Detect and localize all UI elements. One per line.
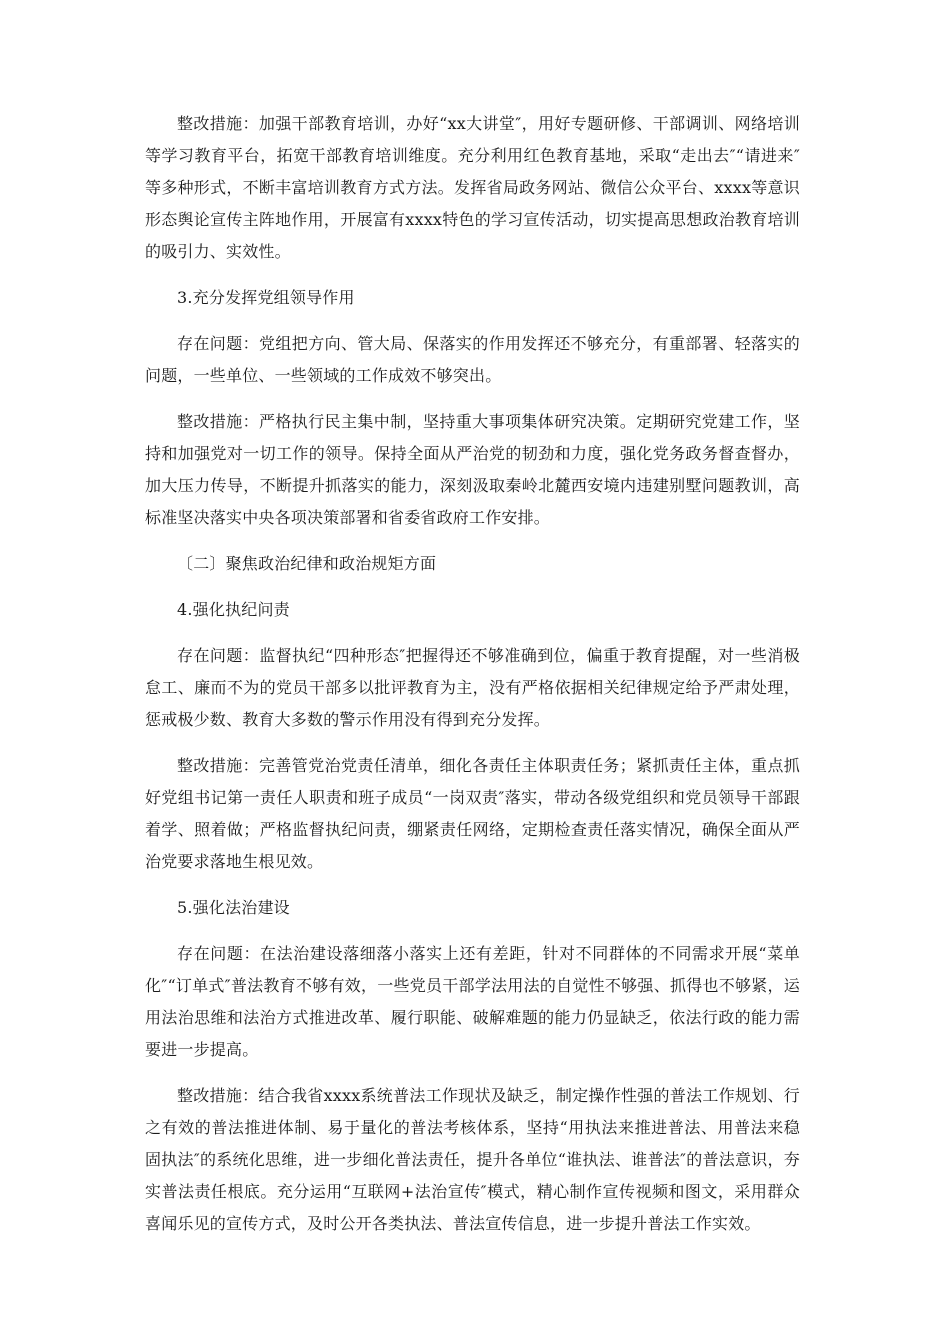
paragraph-measures-leadership: 整改措施：严格执行民主集中制，坚持重大事项集体研究决策。定期研究党建工作，坚持和加强党对一切工作的领导。保持全面从严治党的韧劲和力度，强化党务政务督查督办，加大压力传导，不断提升抓落实的能力，深刻汲取秦岭北麓西安境内违建别墅问题教训，高标准坚决落实中央各项决策部署和省委省政府工作安排。: [145, 412, 800, 527]
paragraph-measures-rule-of-law: 整改措施：结合我省xxxx系统普法工作现状及缺乏，制定操作性强的普法工作规划、行之有效的普法推进体制、易于量化的普法考核体系，坚持“用执法来推进普法、用普法来稳固执法″的系统化思维，进一步细化普法责任，提升各单位“谁执法、谁普法″的普法意识，夯实普法责任根底。充分运用“互联网+法治宣传″模式，精心制作宣传视频和图文，采用群众喜闻乐见的宣传方式，及时公开各类执法、普法宣传信息，进一步提升普法工作实效。: [145, 1086, 800, 1233]
spacer: [145, 924, 800, 938]
heading-discipline-accountability: 4.强化执纪问责: [177, 600, 290, 619]
spacer: [145, 268, 800, 282]
paragraph-measures-discipline: 整改措施：完善管党治党责任清单，细化各责任主体职责任务；紧抓责任主体，重点抓好党组书记第一责任人职责和班子成员“一岗双责″落实，带动各级党组织和党员领导干部跟着学、照着做；严格监督执纪问责，绷紧责任网络，定期检查责任落实情况，确保全面从严治党要求落地生根见效。: [145, 756, 800, 871]
spacer: [145, 580, 800, 594]
spacer: [145, 626, 800, 640]
paragraph-problem-discipline: 存在问题：监督执纪“四种形态″把握得还不够准确到位，偏重于教育提醒，对一些消极怠工、廉而不为的党员干部多以批评教育为主，没有严格依据相关纪律规定给予严肃处理，惩戒极少数、教育大多数的警示作用没有得到充分发挥。: [145, 646, 800, 729]
heading-rule-of-law: 5.强化法治建设: [177, 898, 290, 917]
paragraph-problem-rule-of-law: 存在问题：在法治建设落细落小落实上还有差距，针对不同群体的不同需求开展“菜单化″“订单式″普法教育不够有效，一些党员干部学法用法的自觉性不够强、抓得也不够紧，运用法治思维和法治方式推进改革、履行职能、破解难题的能力仍显缺乏，依法行政的能力需要进一步提高。: [145, 944, 800, 1059]
spacer: [145, 314, 800, 328]
paragraph-problem-leadership: 存在问题：党组把方向、管大局、保落实的作用发挥还不够充分，有重部署、轻落实的问题，一些单位、一些领域的工作成效不够突出。: [145, 334, 800, 385]
spacer: [145, 736, 800, 750]
spacer: [145, 1066, 800, 1080]
heading-political-discipline: 〔二〕聚焦政治纪律和政治规矩方面: [177, 554, 437, 573]
paragraph-measures-training: 整改措施：加强干部教育培训，办好“xx大讲堂″，用好专题研修、干部调训、网络培训等学习教育平台，拓宽干部教育培训维度。充分利用红色教育基地，采取“走出去″“请进来″等多种形式，不断丰富培训教育方式方法。发挥省局政务网站、微信公众平台、xxxx等意识形态舆论宣传主阵地作用，开展富有xxxx特色的学习宣传活动，切实提高思想政治教育培训的吸引力、实效性。: [145, 114, 800, 261]
spacer: [145, 534, 800, 548]
spacer: [145, 878, 800, 892]
spacer: [145, 392, 800, 406]
heading-party-leadership: 3.充分发挥党组领导作用: [177, 288, 355, 307]
